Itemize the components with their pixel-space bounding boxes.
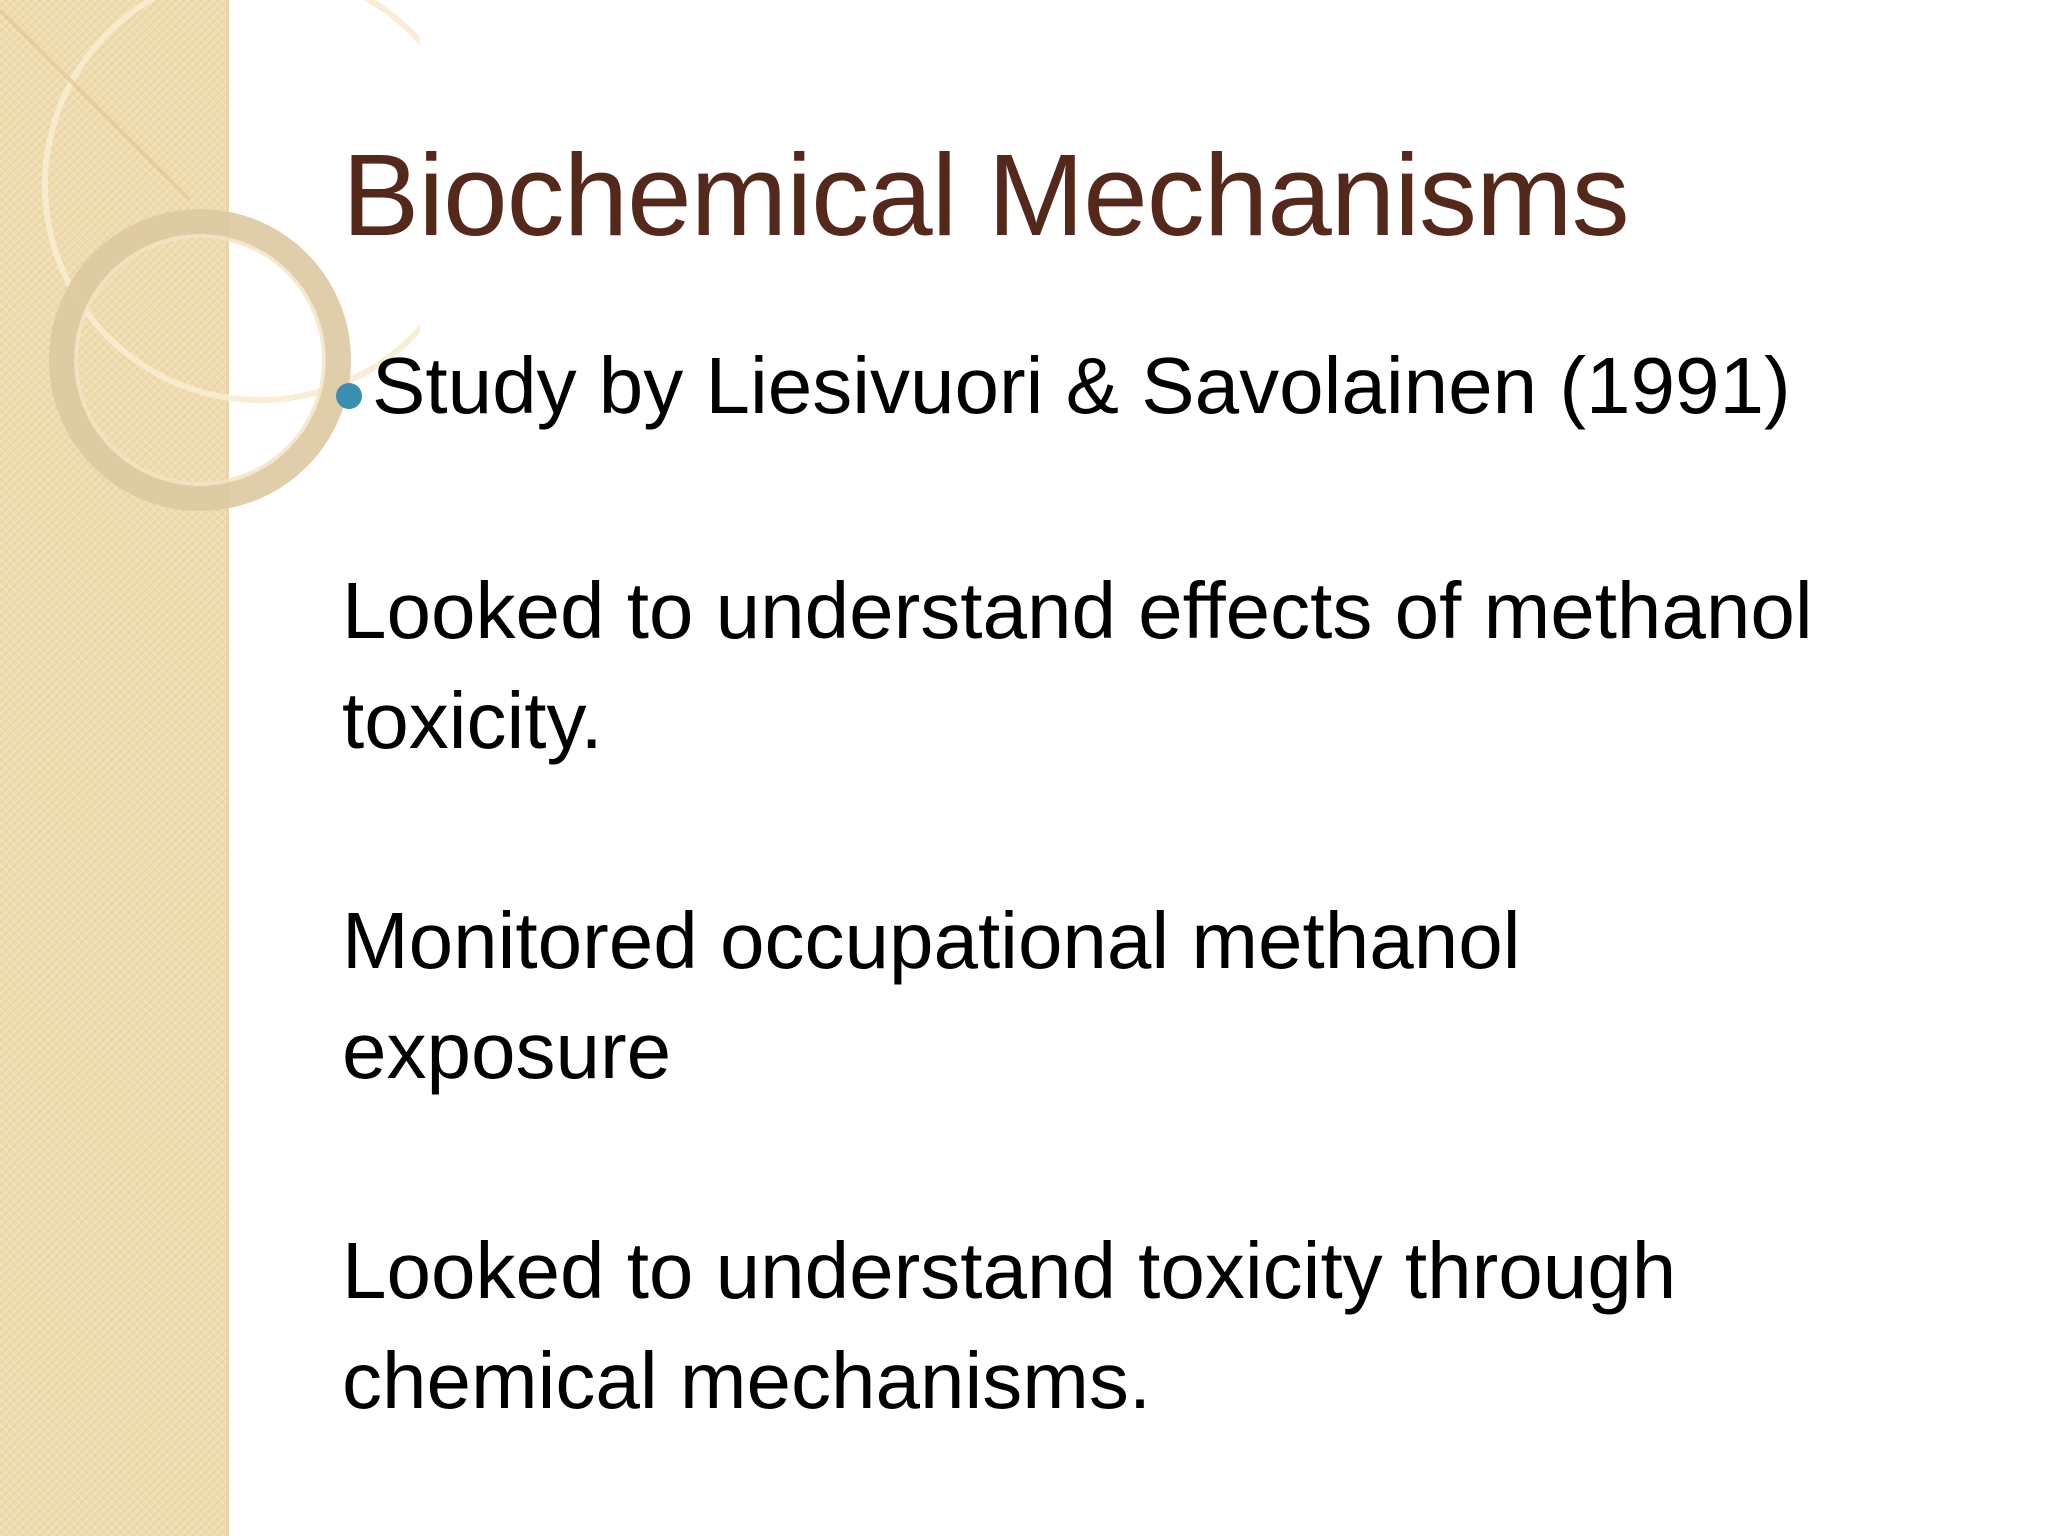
paragraph-2-line-1: Monitored occupational methanol bbox=[342, 896, 1521, 985]
bullet-text: Study by Liesivuori & Savolainen (1991) bbox=[372, 341, 1791, 430]
paragraph-2 bbox=[342, 886, 2002, 1106]
paragraph-3-line-2: chemical mechanisms. bbox=[342, 1336, 1152, 1425]
bullet-dot-icon bbox=[336, 383, 362, 409]
paragraph-1-line-1: Looked to understand effects of methanol bbox=[342, 566, 1813, 655]
paragraph-3-line-1: Looked to understand toxicity through bbox=[342, 1226, 1677, 1315]
paragraph-2-line-2: exposure bbox=[342, 1006, 672, 1095]
paragraph-1-line-2: toxicity. bbox=[342, 676, 603, 765]
paragraph-1 bbox=[342, 556, 2002, 776]
bullet-item bbox=[336, 340, 1791, 432]
paragraph-3 bbox=[342, 1216, 2002, 1436]
decorative-circles-icon bbox=[0, 0, 420, 560]
slide-title: Biochemical Mechanisms bbox=[342, 130, 1629, 260]
